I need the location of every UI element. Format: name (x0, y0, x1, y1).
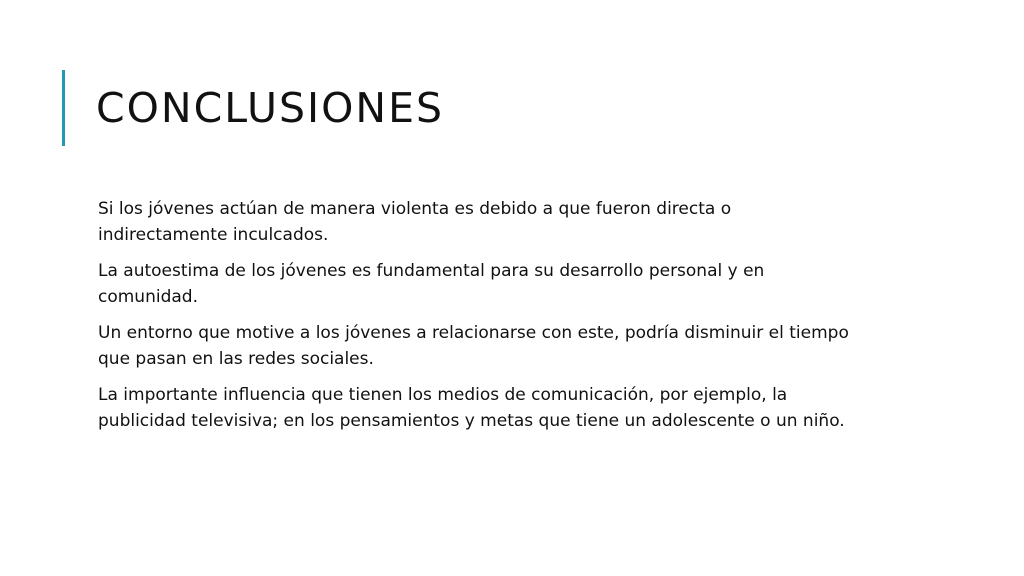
slide-title: CONCLUSIONES (96, 84, 444, 132)
title-accent-bar (62, 70, 65, 146)
conclusions-list (98, 196, 858, 444)
conclusion-paragraph-2: La autoestima de los jóvenes es fundamental para su desarrollo personal y en comunidad. (98, 261, 765, 307)
conclusion-paragraph-3: Un entorno que motive a los jóvenes a relacionarse con este, podría disminuir el tiempo que pasan en las redes sociales. (98, 323, 849, 369)
conclusion-paragraph-1: Si los jóvenes actúan de manera violenta es debido a que fueron directa o indirectamente inculcados. (98, 199, 732, 245)
conclusion-paragraph-4: La importante influencia que tienen los medios de comunicación, por ejemplo, la publicidad televisiva; en los pensamientos y metas que tiene un adolescente o un niño. (98, 385, 845, 431)
